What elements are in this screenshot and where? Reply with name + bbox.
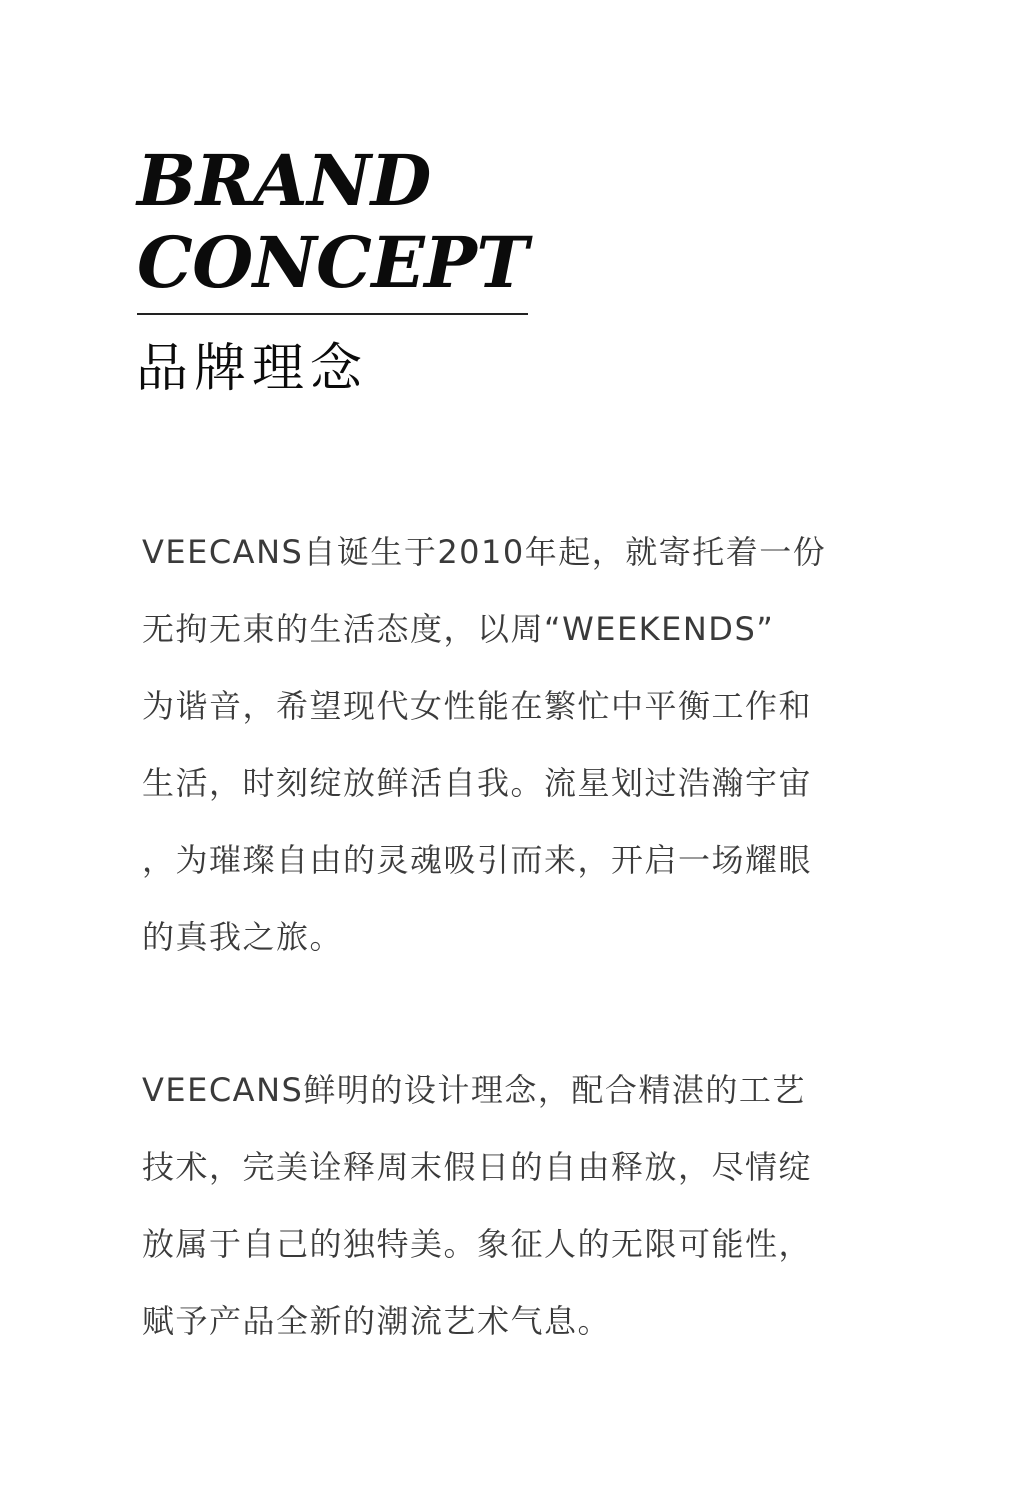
paragraph-line: 生活，时刻绽放鲜活自我。流星划过浩瀚宇宙 — [142, 764, 813, 802]
paragraph-line: ，为璀璨自由的灵魂吸引而来，开启一场耀眼 — [142, 841, 813, 879]
paragraph-line: 赋予产品全新的潮流艺术气息。 — [142, 1302, 612, 1340]
brand-concept-heading — [137, 140, 557, 304]
paragraph-line: VEECANS自诞生于2010年起，就寄托着一份 — [142, 533, 827, 571]
paragraph-line: 无拘无束的生活态度，以周“WEEKENDS” — [142, 610, 775, 648]
paragraph-line: 技术，完美诠释周末假日的自由释放，尽情绽 — [142, 1148, 813, 1186]
paragraph-line: 的真我之旅。 — [142, 918, 344, 956]
paragraph-line: VEECANS鲜明的设计理念，配合精湛的工艺 — [142, 1071, 806, 1109]
heading-line-concept: CONCEPT — [137, 221, 528, 304]
paragraph-design-philosophy — [142, 1052, 902, 1360]
heading-divider — [137, 313, 528, 315]
heading-line-brand: BRAND — [137, 139, 431, 222]
paragraph-line: 为谐音，希望现代女性能在繁忙中平衡工作和 — [142, 687, 813, 725]
paragraph-brand-origin — [142, 514, 902, 976]
chinese-subtitle: 品牌理念 — [136, 339, 369, 399]
paragraph-line: 放属于自己的独特美。象征人的无限可能性， — [142, 1225, 813, 1263]
